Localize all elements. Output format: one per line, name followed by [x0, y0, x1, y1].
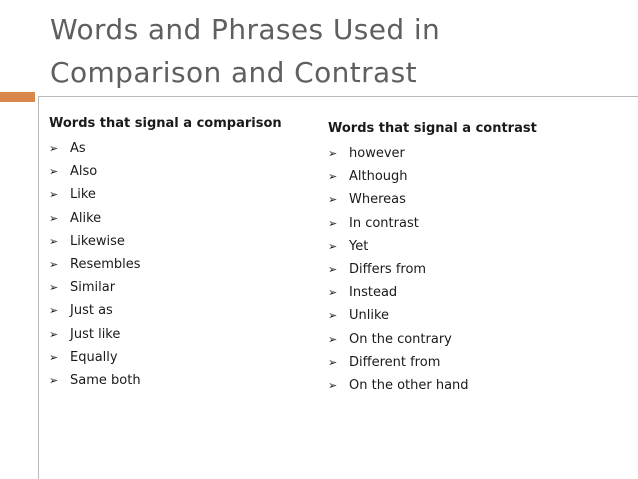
contrast-list	[328, 142, 618, 397]
list-item-text: Instead	[349, 285, 398, 301]
list-item-text: In contrast	[349, 215, 419, 231]
arrowhead-bullet-icon: ➢	[49, 234, 59, 248]
list-item-text: however	[349, 146, 405, 161]
list-item	[328, 374, 618, 397]
arrowhead-bullet-icon: ➢	[49, 327, 59, 341]
list-item-text: Unlike	[349, 308, 390, 324]
list-item	[49, 160, 319, 183]
list-item-text: Although	[349, 169, 408, 185]
list-item	[328, 212, 618, 235]
arrowhead-bullet-icon: ➢	[328, 193, 338, 207]
arrowhead-bullet-icon: ➢	[328, 239, 338, 253]
comparison-heading: Words that signal a comparison	[49, 116, 282, 131]
slide-title	[50, 8, 610, 94]
arrowhead-bullet-icon: ➢	[328, 170, 338, 184]
title-accent-bar	[0, 92, 35, 102]
list-item-text: Same both	[70, 372, 141, 388]
comparison-column	[49, 114, 319, 392]
list-item	[49, 323, 319, 346]
list-item	[49, 230, 319, 253]
arrowhead-bullet-icon: ➢	[49, 142, 59, 155]
list-item	[49, 299, 319, 322]
list-item	[328, 328, 618, 351]
list-item	[328, 142, 618, 165]
arrowhead-bullet-icon: ➢	[49, 350, 59, 364]
list-item-text: Different from	[349, 354, 441, 370]
list-item-text: Yet	[349, 238, 369, 254]
slide-title-line-2: Comparison and Contrast	[50, 56, 417, 89]
arrowhead-bullet-icon: ➢	[49, 281, 59, 295]
list-item-text: As	[70, 141, 86, 156]
list-item-text: Just like	[70, 326, 121, 342]
arrowhead-bullet-icon: ➢	[328, 262, 338, 276]
list-item	[49, 207, 319, 230]
arrowhead-bullet-icon: ➢	[49, 165, 59, 179]
arrowhead-bullet-icon: ➢	[49, 373, 59, 387]
arrowhead-bullet-icon: ➢	[328, 332, 338, 346]
arrowhead-bullet-icon: ➢	[49, 257, 59, 271]
arrowhead-bullet-icon: ➢	[328, 309, 338, 323]
arrowhead-bullet-icon: ➢	[328, 147, 338, 160]
list-item	[49, 253, 319, 276]
list-item	[49, 137, 319, 160]
left-margin-line	[38, 97, 39, 479]
list-item	[328, 235, 618, 258]
list-item	[328, 165, 618, 188]
list-item-text: Just as	[70, 303, 113, 319]
list-item-text: Whereas	[349, 192, 406, 208]
list-item-text: Differs from	[349, 261, 427, 277]
list-item	[328, 304, 618, 327]
list-item	[328, 188, 618, 211]
contrast-heading: Words that signal a contrast	[328, 121, 537, 136]
arrowhead-bullet-icon: ➢	[49, 211, 59, 225]
list-item-text: On the other hand	[349, 377, 469, 393]
slide-title-line-1: Words and Phrases Used in	[50, 13, 441, 46]
arrowhead-bullet-icon: ➢	[328, 286, 338, 300]
list-item-text: Resembles	[70, 256, 141, 272]
list-item	[328, 351, 618, 374]
list-item	[328, 281, 618, 304]
list-item-text: Likewise	[70, 233, 125, 249]
list-item-text: Equally	[70, 349, 118, 365]
comparison-list	[49, 137, 319, 392]
list-item	[49, 369, 319, 392]
list-item-text: Also	[70, 164, 98, 180]
list-item	[49, 276, 319, 299]
contrast-column	[328, 119, 618, 397]
list-item-text: Like	[70, 187, 96, 203]
arrowhead-bullet-icon: ➢	[328, 355, 338, 369]
list-item	[49, 183, 319, 206]
arrowhead-bullet-icon: ➢	[49, 304, 59, 318]
arrowhead-bullet-icon: ➢	[49, 188, 59, 202]
arrowhead-bullet-icon: ➢	[328, 378, 338, 392]
list-item-text: On the contrary	[349, 331, 452, 347]
list-item-text: Alike	[70, 210, 102, 226]
arrowhead-bullet-icon: ➢	[328, 216, 338, 230]
list-item	[49, 346, 319, 369]
list-item-text: Similar	[70, 280, 116, 296]
list-item	[328, 258, 618, 281]
title-divider-line	[38, 96, 638, 97]
